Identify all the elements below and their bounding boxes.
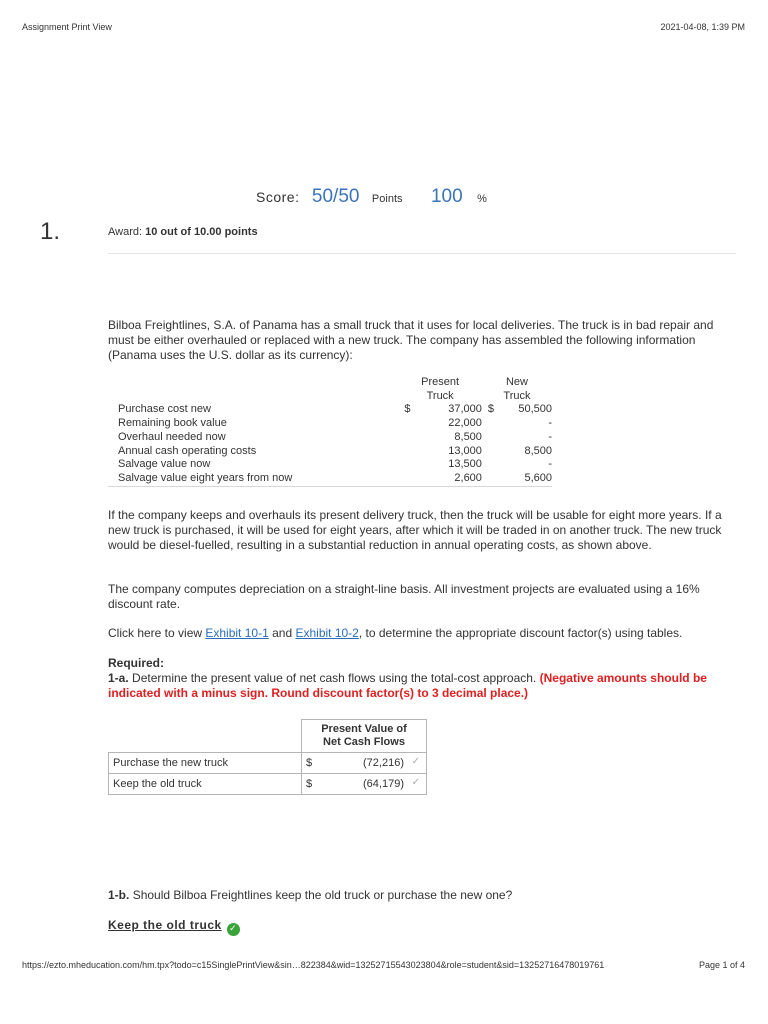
answer-table	[108, 719, 427, 795]
table-bottom-rule	[108, 486, 552, 490]
table-row: Purchase cost new $ 37,000 $ 50,500	[118, 403, 552, 416]
answer-row-label: Keep the old truck	[109, 774, 302, 795]
question-para-3: The company computes depreciation on a straight-line basis. All investment projects are evaluated using a 16% discount rate.	[108, 582, 700, 611]
table-row: Overhaul needed now 8,500 -	[118, 430, 552, 443]
col-present-header-2: Truck	[426, 389, 454, 402]
cell-value: -	[548, 430, 552, 443]
answer-value: (64,179)	[363, 778, 404, 790]
part-1a-text: Determine the present value of net cash flows using the total-cost approach.	[132, 671, 537, 685]
check-circle-icon: ✓	[227, 923, 240, 936]
question-para-2: If the company keeps and overhauls its present delivery truck, then the truck will be usable for eight more years. If a new truck is purchased, it will be used for eight years, after which it will be traded in on another truck. The new truck would be diesel-fuelled, resulting in a substantial reduction in annual operating costs, as shown above.	[108, 508, 722, 552]
score-label: Score:	[256, 189, 300, 205]
check-mark-icon: ✓	[411, 756, 420, 767]
dollar-sign: $	[487, 403, 495, 416]
dollar-sign: $	[306, 778, 313, 790]
answer-value-field[interactable]	[302, 753, 427, 774]
score-summary	[256, 186, 487, 208]
score-percent-sign: %	[477, 193, 487, 205]
part-1b-question	[108, 888, 512, 902]
cell-value: 13,500	[448, 458, 482, 471]
truck-data-table	[108, 376, 552, 490]
cell-value: -	[548, 417, 552, 430]
part-1a-note: (Negative amounts should be indicated with a minus sign. Round discount factor(s) to 3 decimal place.)	[108, 671, 707, 700]
col-present-header-1: Present	[421, 376, 460, 388]
part-1b-answer-text: Keep the old truck	[108, 918, 222, 932]
answer-value: (72,216)	[363, 757, 404, 769]
score-points-label: Points	[371, 193, 403, 205]
part-1a-label: 1-a.	[108, 671, 129, 685]
required-label: Required:	[108, 656, 165, 670]
col-new-header-1: New	[505, 376, 528, 388]
answer-table-header: Present Value of Net Cash Flows	[302, 720, 427, 753]
page-header-datetime: 2021-04-08, 1:39 PM	[660, 22, 745, 32]
required-section	[108, 656, 736, 701]
award-line	[108, 226, 258, 238]
dollar-sign: $	[306, 757, 313, 769]
table-row: Remaining book value 22,000 -	[118, 417, 552, 430]
table-row	[109, 753, 427, 774]
cell-value: -	[548, 458, 552, 471]
part-1b-text: Should Bilboa Freightlines keep the old truck or purchase the new one?	[132, 888, 513, 902]
page-header-title: Assignment Print View	[22, 22, 112, 32]
cell-value: 13,000	[448, 444, 482, 457]
answer-row-label: Purchase the new truck	[109, 753, 302, 774]
table-row: Annual cash operating costs 13,000 8,500	[118, 444, 552, 457]
exhibit-10-1-link[interactable]: Exhibit 10-1	[205, 626, 269, 640]
cell-value: 22,000	[448, 417, 482, 430]
cell-value: 8,500	[524, 444, 552, 457]
score-percent: 100	[430, 186, 463, 207]
cell-value: 37,000	[448, 403, 482, 416]
answer-value-field[interactable]	[302, 774, 427, 795]
cell-value: 50,500	[518, 403, 552, 416]
question-number: 1.	[40, 218, 61, 245]
dollar-sign: $	[404, 403, 411, 416]
check-mark-icon: ✓	[411, 777, 420, 788]
part-1b-label: 1-b.	[108, 888, 130, 902]
question-intro: Bilboa Freightlines, S.A. of Panama has a small truck that it uses for local deliveries. The truck is in bad repair and must be either overhauled or replaced with a new truck. The company has assembled the following information (Panama uses the U.S. dollar as its currency):	[108, 318, 714, 362]
divider	[108, 253, 736, 254]
table-row	[109, 774, 427, 795]
table-row: Salvage value eight years from now 2,600 5,600	[108, 472, 552, 486]
col-new-header-2: Truck	[503, 389, 531, 402]
exhibit-links-line: Click here to view Exhibit 10-1 and Exhibit 10-2, to determine the appropriate discount factor(s) using tables.	[108, 626, 683, 640]
page-footer-page-number: Page 1 of 4	[698, 960, 745, 970]
score-value: 50/50	[311, 186, 360, 207]
award-prefix: Award:	[108, 226, 143, 238]
page-footer-url: https://ezto.mheducation.com/hm.tpx?todo=c15SinglePrintView&sin…822384&wid=13252715543023804&role=student&sid=13252716478019761	[22, 960, 605, 970]
cell-value: 2,600	[454, 471, 482, 484]
table-row: Salvage value now 13,500 -	[118, 458, 552, 471]
award-value: 10 out of 10.00 points	[145, 226, 258, 238]
cell-value: 5,600	[524, 471, 552, 484]
cell-value: 8,500	[454, 430, 482, 443]
part-1b-answer	[108, 918, 240, 936]
exhibit-10-2-link[interactable]: Exhibit 10-2	[295, 626, 359, 640]
